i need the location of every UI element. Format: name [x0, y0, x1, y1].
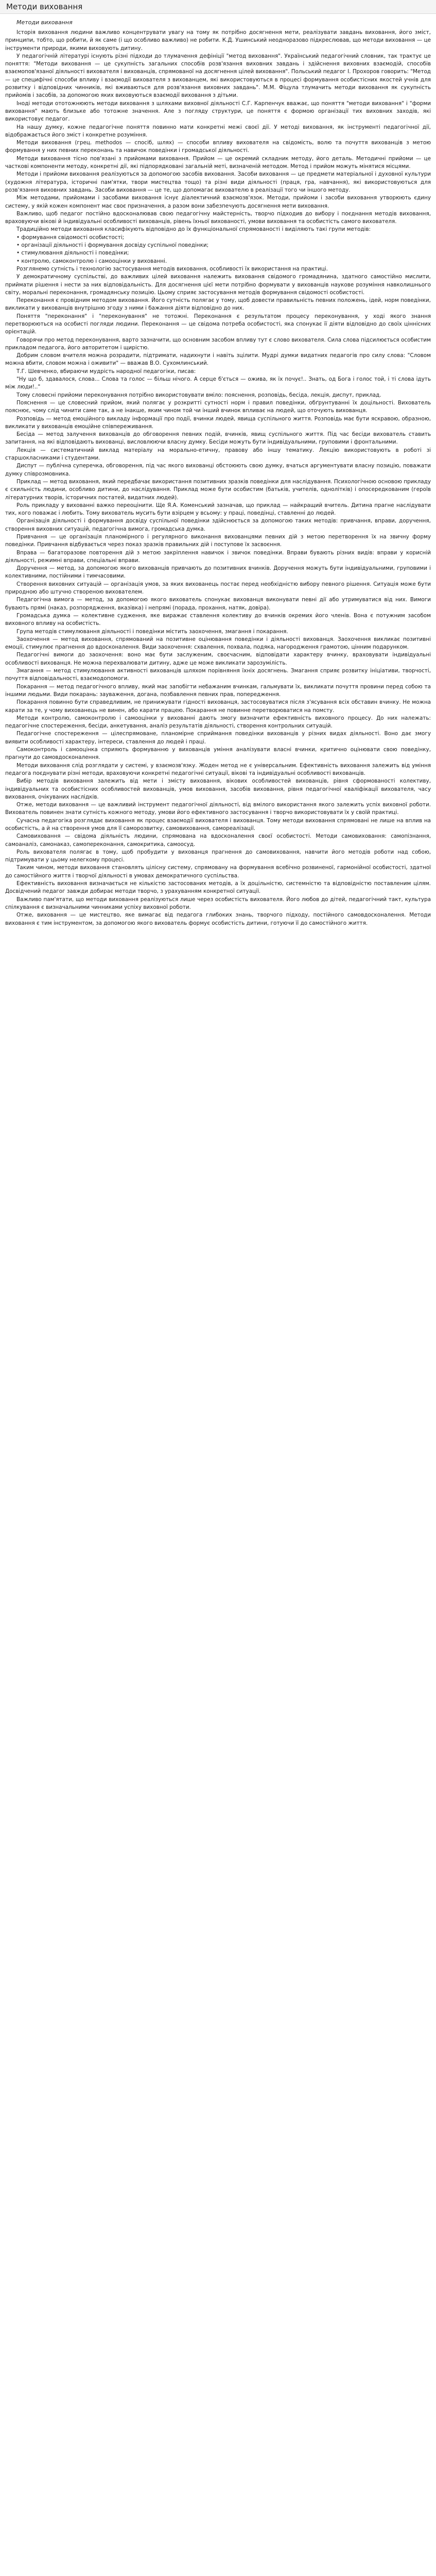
article-paragraph: Методи виховання тісно пов'язані з прийомами виховання. Прийом — це окремий складник методу, його деталь. Методичні прийоми — це часткові компоненти методу, конкретні дії, які підпорядковані загальній меті, визначеній методом. Метод і прийом можуть мінятися місцями. [5, 155, 431, 170]
article-paragraph: Іноді методи ототожнюють методи виховання з шляхами виховної діяльності С.Г. Карпенчук вважає, що поняття "методи виховання" і "форми виховання" мають близьке або тотожне значення. Але з погляду структури, це поняття є формою організації тих виховних заходів, які використовує педагог. [5, 100, 431, 123]
article-paragraph: Бесіда — метод залучення вихованців до обговорення певних подій, вчинків, явищ суспільного життя. Під час бесіди вихователь ставить запитання, на які відповідають вихованці, висловлюючи власну думку. Бесіди можуть бути індивідуальними, груповими і фронтальними. [5, 431, 431, 446]
article-paragraph: Самовиховання — свідома діяльність людини, спрямована на вдосконалення своєї особистості. Методи самовиховання: самопізнання, самоаналіз, самонаказ, самопереконання, самокритика, самоосуд. [5, 833, 431, 848]
article-paragraph: Покарання — метод педагогічного впливу, який має запобігти небажаним вчинкам, гальмувати їх, викликати почуття провини перед собою та іншими людьми. Види покарань: зауваження, догана, позбавлення певних прав, попередження. [5, 683, 431, 698]
article-paragraph: Громадська думка — колективне судження, яке виражає ставлення колективу до вчинків окремих його членів. Вона є потужним засобом виховного впливу на особистість. [5, 612, 431, 627]
article-paragraph: Важливо, щоб педагог постійно вдосконалював свою педагогічну майстерність, творчо підходив до вибору і поєднання методів виховання, враховуючи вікові й індивідуальні особливості вихованців, рівень їхньої вихованості, умови виховання та особистість самого вихователя. [5, 210, 431, 225]
article-paragraph: У демократичному суспільстві, до важливих цілей виховання належить виховання свідомого громадянина, здатного самостійно мислити, приймати рішення і нести за них відповідальність. Для досягнення цієї мети потрібно формувати у вихованців наукове розуміння навколишнього світу, моральні переконання, громадянську позицію. Цьому сприяє застосування методів формування свідомості особистості. [5, 274, 431, 296]
article-paragraph: Отже, виховання — це мистецтво, яке вимагає від педагога глибоких знань, творчого підходу, постійного самовдосконалення. Методи виховання є тим інструментом, за допомогою якого вихователь формує особистість дитини, готуючи її до самостійного життя. [5, 912, 431, 926]
article-paragraph: Педагогічне спостереження — цілеспрямоване, планомірне сприймання поведінки вихованців у різних видах діяльності. Воно дає змогу виявити особливості характеру, інтереси, ставлення до людей і праці. [5, 731, 431, 745]
article-paragraph: Вибір методів виховання залежить від мети і змісту виховання, вікових особливостей вихованців, рівня сформованості колективу, індивідуальних та особистісних особливостей вихованців, умов виховання, засобів виховання, рівня педагогічної кваліфікації вихователя, часу виховання, очікуваних наслідків. [5, 778, 431, 800]
article-paragraph: Отже, методи виховання — це важливий інструмент педагогічної діяльності, від вмілого використання якого залежить успіх виховної роботи. Вихователь повинен знати сутність кожного методу, умови його ефективного застосування і творчо використовувати їх у своїй практиці. [5, 802, 431, 816]
article-paragraph: Ефективність виховання визначається не кількістю застосованих методів, а їх доцільністю, системністю та відповідністю поставленим цілям. Досвідчений педагог завжди добирає методи творчо, з урахуванням конкретної ситуації. [5, 880, 431, 895]
article-paragraph: Доручення — метод, за допомогою якого вихованців привчають до позитивних вчинків. Доручення можуть бути індивідуальними, груповими і колективними, постійними і тимчасовими. [5, 565, 431, 580]
article-paragraph: Між методами, прийомами і засобами виховання існує діалектичний взаємозв'язок. Методи, прийоми і засоби виховання утворюють єдину систему, у якій кожен компонент має своє призначення, а разом вони забезпечують досягнення мети виховання. [5, 195, 431, 209]
article-paragraph: Методи виховання (грец. methodos — спосіб, шлях) — способи впливу вихователя на свідомість, волю та почуття вихованців з метою формування у них певних переконань та навичок поведінки і громадської діяльності. [5, 140, 431, 154]
article-paragraph: Вправа — багаторазове повторення дій з метою закріплення навичок і звичок поведінки. Вправи бувають різних видів: вправи у корисній діяльності, режимні вправи, спеціальні вправи. [5, 549, 431, 564]
article-paragraph: Приклад — метод виховання, який передбачає використання позитивних зразків поведінки для наслідування. Психологічною основою прикладу є схильність людини, особливо дитини, до наслідування. Приклад може бути особистим (батьків, учителів, однолітків) і опосередкованим (героїв літературних творів, історичних постатей, видатних людей). [5, 478, 431, 501]
article-paragraph: Говорячи про метод переконування, варто зазначити, що основним засобом впливу тут є слово вихователя. Сила слова підсилюється особистим прикладом педагога, його авторитетом і щирістю. [5, 336, 431, 351]
article-paragraph: "Ну що б, здавалося, слова... Слова та голос — більш нічого. А серце б'ється — ожива, як їх почує!.. Знать, од Бога і голос той, і ті слова ідуть між люди!.." [5, 376, 431, 391]
article-paragraph: Привчання — це організація планомірного і регулярного виконання вихованцями певних дій з метою перетворення їх на звичну форму поведінки. Привчання відбувається через показ зразків правильних дій і поступове їх засвоєння. [5, 534, 431, 548]
article-paragraph: Педагогічні вимоги до заохочення: воно має бути заслуженим, своєчасним, відповідати характеру вчинку, враховувати індивідуальні особливості вихованця. Не можна перехвалювати дитину, адже це може викликати зарозумілість. [5, 652, 431, 666]
article-content [5, 14, 431, 927]
article-paragraph: • організації діяльності і формування досвіду суспільної поведінки; [16, 242, 209, 249]
article-paragraph: Змагання — метод стимулювання активності вихованців шляхом порівняння їхніх досягнень. Змагання сприяє розвитку ініціативи, творчості, почуття відповідальності, взаємодопомоги. [5, 668, 431, 682]
article-paragraph: Т.Г. Шевченко, вбираючи мудрість народної педагогіки, писав: [16, 368, 196, 375]
article-paragraph: Розглянемо сутність і технологію застосування методів виховання, особливості їх використання на практиці. [16, 265, 328, 272]
article-paragraph: • стимулювання діяльності і поведінки; [16, 250, 129, 257]
page-title: Методи виховання [6, 2, 83, 11]
article-paragraph: Лекція — систематичний виклад матеріалу на морально-етичну, правову або іншу тематику. Лекцію використовують в роботі зі старшокласниками і студентами. [5, 447, 431, 462]
article-paragraph: Таким чином, методи виховання становлять цілісну систему, спрямовану на формування всебічно розвиненої, гармонійної особистості, здатної до самостійного життя і творчої діяльності в умовах демократичного суспільства. [5, 865, 431, 879]
title-bar [0, 0, 436, 14]
article-paragraph: Історія виховання людини важливо концентрувати увагу на тому як потрібно досягнення мети, реалізувати завдань виховання, його зміст, принципи, тобто, що робити, й як саме (і що особливо важливо) не робити. К.Д. Ушинський неодноразово підкреслював, що методи виховання — це інструменти природи, якими виховують дитину. [5, 29, 431, 52]
article-paragraph: Організація діяльності і формування досвіду суспільної поведінки здійснюється за допомогою таких методів: привчання, вправи, доручення, створення виховних ситуацій, педагогічна вимога, громадська думка. [5, 518, 431, 532]
article-paragraph: Створення виховних ситуацій — організація умов, за яких вихованець постає перед необхідністю вибору певного рішення. Ситуація може бути природною або штучно створеною вихователем. [5, 581, 431, 596]
article-paragraph: Педагогічна вимога — метод, за допомогою якого вихователь спонукає вихованця виконувати певні дії або утримуватися від них. Вимоги бувають прямі (наказ, розпорядження, вказівка) і непрямі (порада, прохання, натяк, довіра). [5, 597, 431, 611]
article-paragraph: Група методів стимулювання діяльності і поведінки містить заохочення, змагання і покарання. [16, 628, 288, 635]
article-paragraph: Заохочення — метод виховання, спрямований на позитивне оцінювання поведінки і діяльності вихованця. Заохочення викликає позитивні емоції, стимулює прагнення до вдосконалення. Види заохочення: схвалення, похвала, подяка, нагородження грамотою, цінним подарунком. [5, 636, 431, 651]
article-paragraph: Традиційно методи виховання класифікують відповідно до їх функціональної спрямованості і виділяють такі групи методів: [16, 226, 371, 233]
article-paragraph: • формування свідомості особистості; [16, 234, 125, 241]
article-paragraph: Роль вихователя полягає в тому, щоб пробудити у вихованця прагнення до самовиховання, навчити його методів роботи над собою, підтримувати у цьому нелегкому процесі. [5, 849, 431, 863]
article-paragraph: Розповідь — метод емоційного викладу інформації про події, вчинки людей, явища суспільного життя. Розповідь має бути яскравою, образною, викликати у вихованців емоційне співпереживання. [5, 415, 431, 430]
article-paragraph: На нашу думку, кожне педагогічне поняття повинно мати конкретні межі своєї дії. У методі виховання, як інструменті педагогічної дії, відображається його зміст і конкретне розуміння. [5, 124, 431, 138]
article-paragraph: Самоконтроль і самооцінка сприяють формуванню у вихованців уміння аналізувати власні вчинки, критично оцінювати свою поведінку, прагнути до самовдосконалення. [5, 747, 431, 761]
article-paragraph: Покарання повинно бути справедливим, не принижувати гідності вихованця, застосовуватися після з'ясування всіх обставин вчинку. Не можна карати за те, у чому вихованець не винен, або карати працею. Покарання не повинне перетворюватися на помсту. [5, 699, 431, 714]
article-paragraph: Поняття "переконання" і "переконування" не тотожні. Переконання є результатом процесу переконування, у ході якого знання перетворюються на особисті погляди людини. Переконання — це свідома потреба особистості, яка спонукає її діяти відповідно до своїх ціннісних орієнтацій. [5, 313, 431, 335]
article-paragraph: Сучасна педагогіка розглядає виховання як процес взаємодії вихователя і вихованця. Тому методи виховання спрямовані не лише на вплив на особистість, а й на створення умов для її саморозвитку, самовиховання, самореалізації. [5, 817, 431, 832]
article-paragraph: Методи виховання слід розглядати у системі, у взаємозв'язку. Жоден метод не є універсальним. Ефективність виховання залежить від уміння педагога поєднувати різні методи, враховуючи конкретні педагогічні ситуації, вікові та індивідуальні особливості вихованців. [5, 762, 431, 776]
article-paragraph: Роль прикладу у вихованні важко переоцінити. Ще Я.А. Коменський зазначав, що приклад — найкращий вчитель. Дитина прагне наслідувати тих, кого поважає і любить. Тому вихователь мусить бути взірцем у всьому: у праці, поведінці, ставленні до людей. [5, 502, 431, 517]
article-paragraph: У педагогічній літературі існують різні підходи до тлумачення дефініції "метод виховання". Український педагогічний словник, так трактує це поняття: "Методи виховання — це сукупність загальних способів розв'язання виховних завдань і здійснення виховних взаємодій, способів взаємопов'язаної діяльності вихователя і вихованців, спрямованої на досягнення цілей виховання". Польський педагог І. Прохоров говорить: "Метод — це специфічні способи впливу і взаємодії вихователя з вихованцем, які використовуються в процесі формування особистісних якостей учнів для розвитку і відповідних чинників, які вживаються для розв'язання виховних завдань". М.М. Фіцула тлумачить методи виховання як сукупність прийомів і засобів, за допомогою яких виховуються взаємодії виховання з дітьми. [5, 53, 431, 99]
article-paragraph: Методи контролю, самоконтролю і самооцінки у вихованні дають змогу визначити ефективність виховного процесу. До них належать: педагогічне спостереження, бесіди, анкетування, аналіз результатів діяльності, створення контрольних ситуацій. [5, 715, 431, 730]
article-paragraph: Важливо пам'ятати, що методи виховання реалізуються лише через особистість вихователя. Його любов до дітей, педагогічний такт, культура спілкування є визначальними чинниками успіху виховної роботи. [5, 896, 431, 910]
article-paragraph: Добрим словом вчителя можна розрадити, підтримати, надихнути і навіть зцілити. Мудрі думки видатних педагогів про силу слова: "Словом можна вбити, словом можна і оживити" — вважав В.О. Сухомлинський. [5, 352, 431, 367]
article-heading: Методи виховання [16, 19, 73, 26]
article-paragraph: Методи і прийоми виховання реалізуються за допомогою засобів виховання. Засоби виховання — це предмети матеріальної і духовної культури (художня література, історичні пам'ятки, твори мистецтва тощо) та різні види діяльності (праця, гра, навчання), які використовуються для розв'язання виховних завдань. Засоби виховання — це те, що допомагає вихователю в реалізації того чи іншого методу. [5, 171, 431, 193]
article-body [5, 29, 431, 927]
article-paragraph: Тому словесні прийоми переконування потрібно використовувати вміло: пояснення, розповідь, бесіда, лекція, диспут, приклад. [16, 392, 381, 398]
article-paragraph: • контролю, самоконтролю і самооцінки у вихованні. [16, 258, 167, 264]
article-paragraph: Пояснення — це словесний прийом, який полягає у розкритті сутності норм і правил поведінки, обґрунтуванні їх доцільності. Вихователь пояснює, чому слід чинити саме так, а не інакше, яким чином той чи інший вчинок впливає на людей, що оточують вихованця. [5, 399, 431, 414]
article-paragraph: Переконання є провідним методом виховання. Його сутність полягає у тому, щоб довести правильність певних положень, ідей, норм поведінки, викликати у вихованців внутрішню згоду з ними і бажання діяти відповідно до них. [5, 297, 431, 312]
article-paragraph: Диспут — публічна суперечка, обговорення, під час якого вихованці обстоюють свою думку, вчаться аргументувати власну позицію, поважати думку співрозмовника. [5, 463, 431, 477]
